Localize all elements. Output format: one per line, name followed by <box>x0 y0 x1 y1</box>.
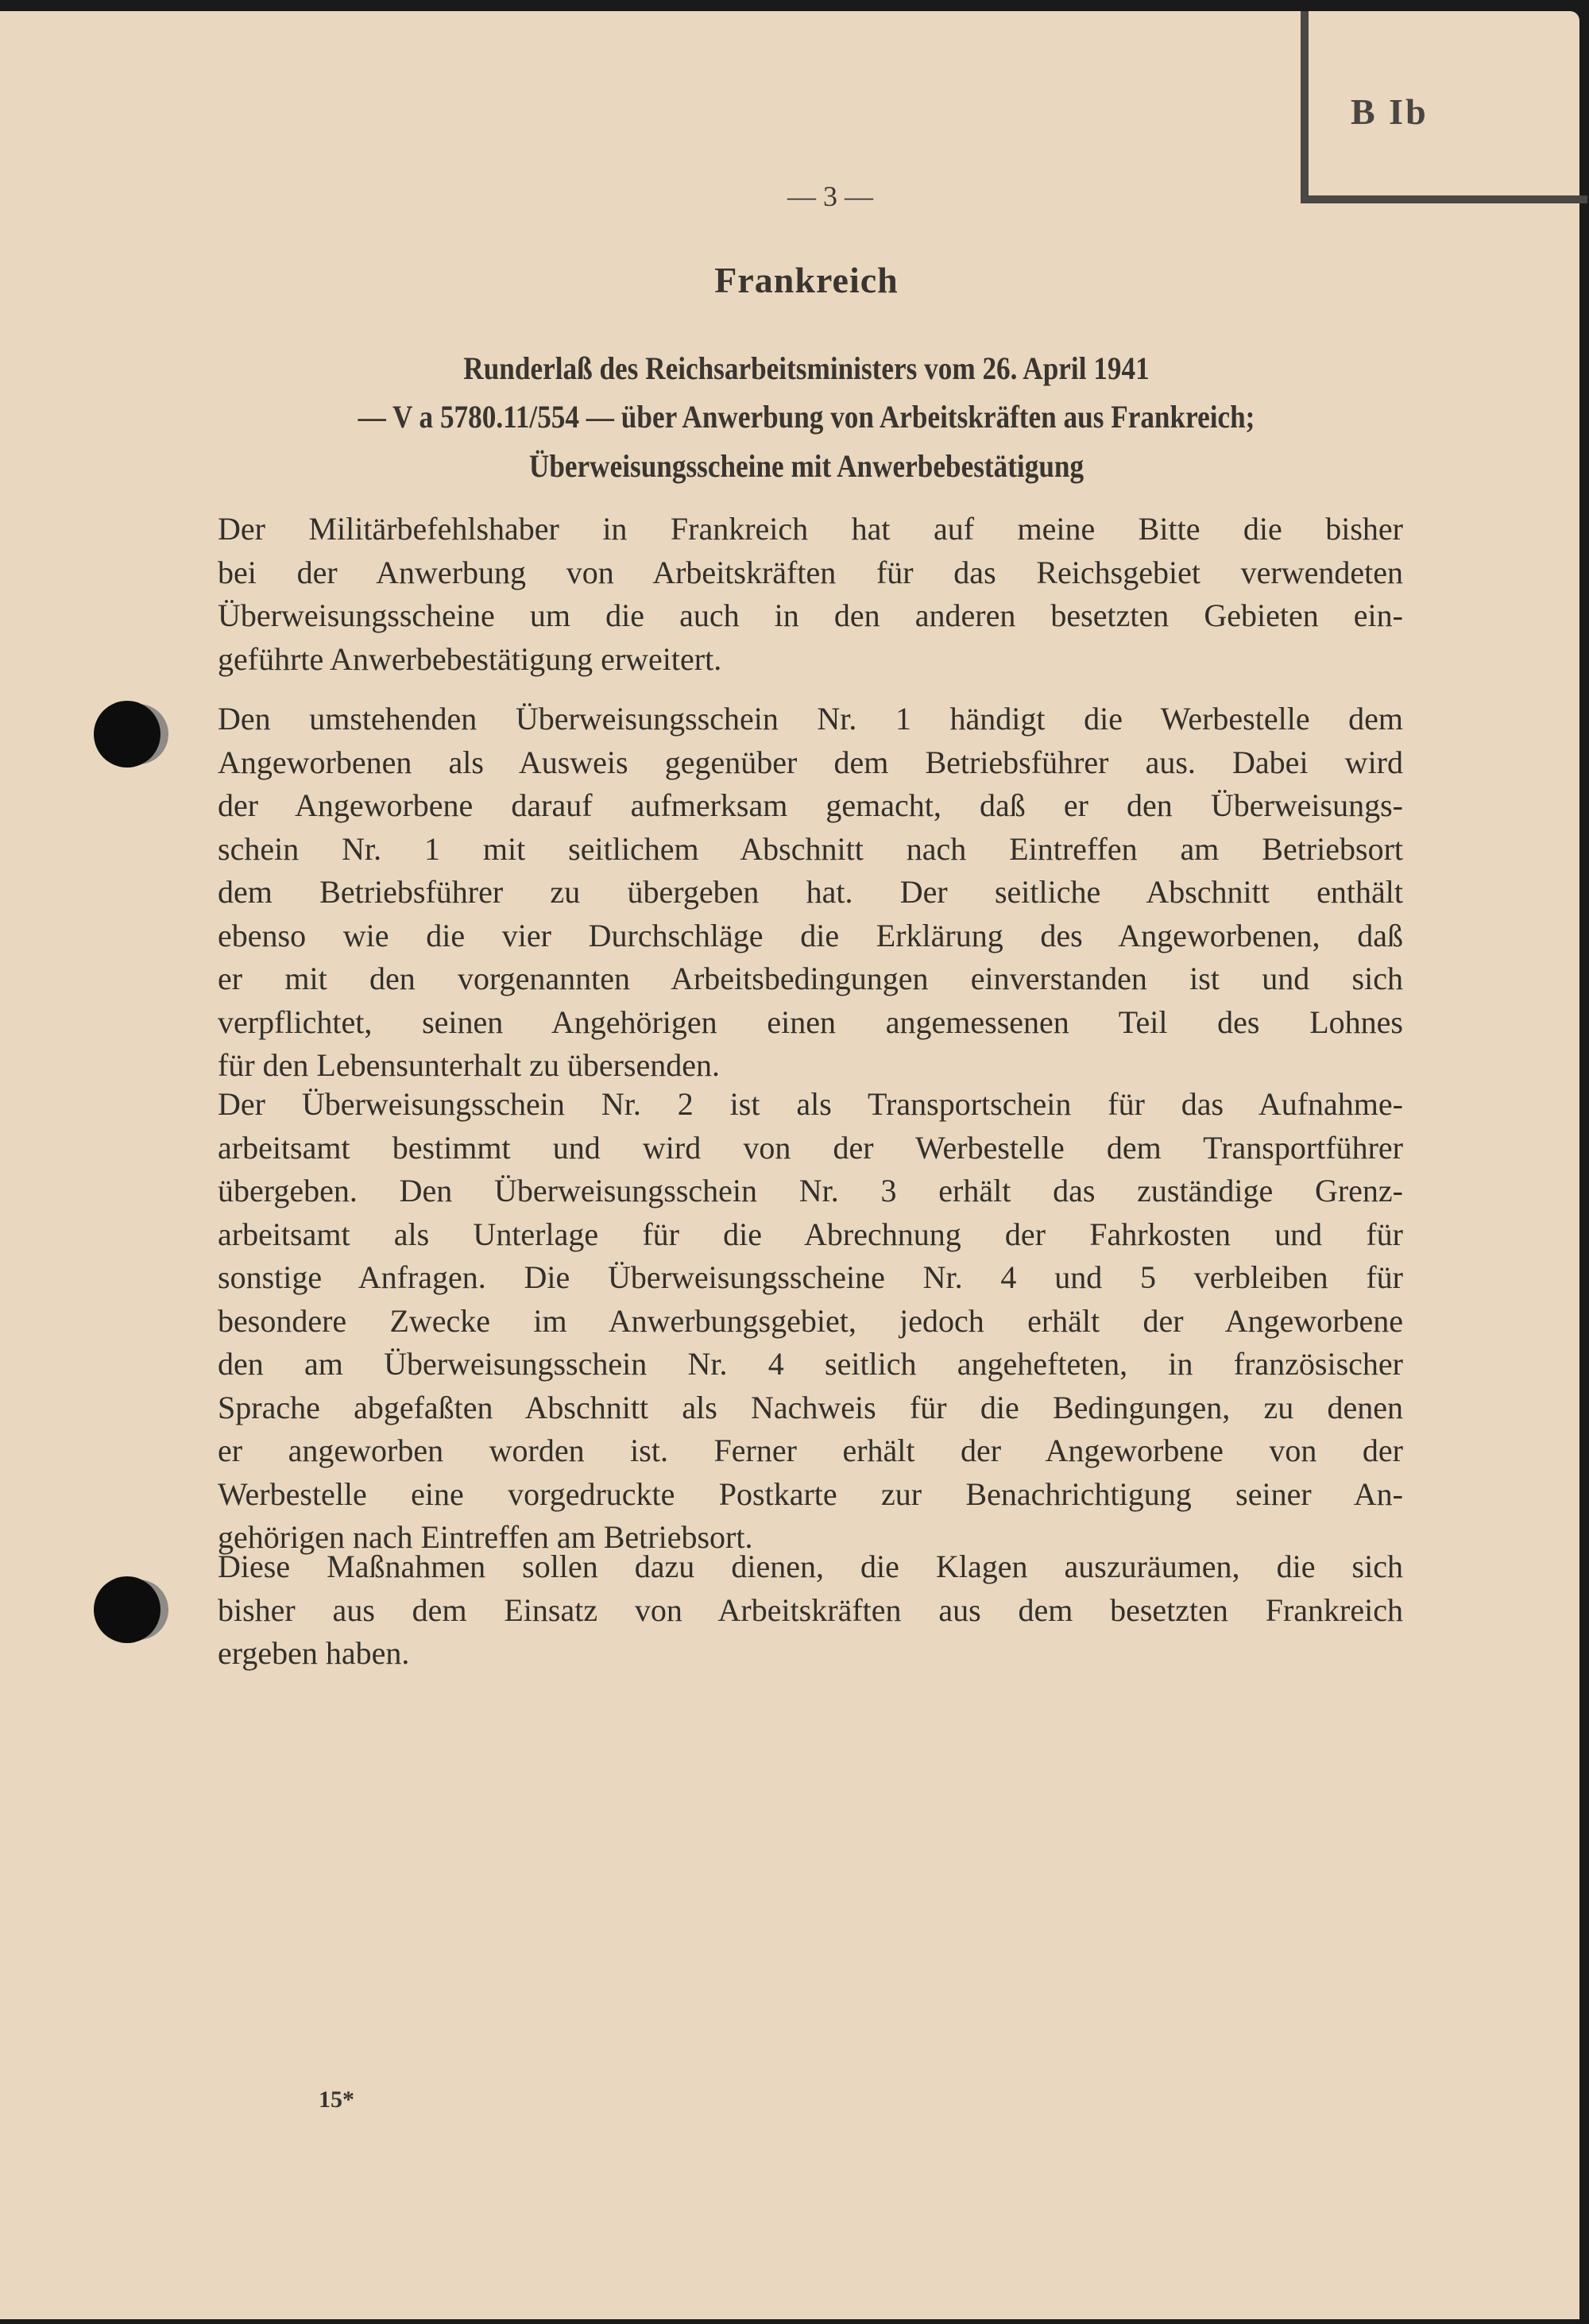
subtitle-line: — V a 5780.11/554 — über Anwerbung von Arbeitskräften aus Frankreich; <box>358 399 1255 435</box>
text-line: sonstige Anfragen. Die Überweisungsscheine Nr. 4 und 5 verbleiben für <box>218 1259 1403 1295</box>
paragraph <box>218 1083 1403 1560</box>
text-line: Sprache abgefaßten Abschnitt als Nachweis für die Bedingungen, zu denen <box>218 1389 1403 1425</box>
text-line: bei der Anwerbung von Arbeitskräften für das Reichsgebiet verwendeten <box>218 554 1403 590</box>
page-number: — 3 — <box>787 180 873 212</box>
text-line: den am Überweisungsschein Nr. 4 seitlich angehefteten, in französischer <box>218 1346 1403 1382</box>
text-line: Angeworbenen als Ausweis gegenüber dem Betriebsführer aus. Dabei wird <box>218 744 1403 780</box>
text-line: schein Nr. 1 mit seitlichem Abschnitt nach Eintreffen am Betriebsort <box>218 830 1403 867</box>
text-line: Werbestelle eine vorgedruckte Postkarte zur Benachrichtigung seiner An- <box>218 1475 1403 1512</box>
subtitle-line: Runderlaß des Reichsarbeitsministers vom 26. April 1941 <box>463 350 1150 386</box>
text-line: er angeworben worden ist. Ferner erhält der Angeworbene von der <box>218 1433 1403 1468</box>
document-page <box>0 11 1579 2319</box>
subtitle-line: Überweisungsscheine mit Anwerbebestätigung <box>528 448 1084 484</box>
paragraph <box>218 1545 1403 1676</box>
text-line: dem Betriebsführer zu übergeben hat. Der seitliche Abschnitt enthält <box>218 874 1403 910</box>
text-line: der Angeworbene darauf aufmerksam gemacht, daß er den Überweisungs- <box>218 787 1403 823</box>
text-line: Den umstehenden Überweisungsschein Nr. 1 händigt die Werbestelle dem <box>218 701 1403 737</box>
text-line: bisher aus dem Einsatz von Arbeitskräften aus dem besetzten Frankreich <box>218 1591 1403 1628</box>
text-line: Diese Maßnahmen sollen dazu dienen, die Klagen auszuräumen, die sich <box>218 1549 1403 1584</box>
text-line: ergeben haben. <box>218 1635 410 1671</box>
text-line: gehörigen nach Eintreffen am Betriebsort. <box>218 1519 753 1555</box>
punch-hole <box>94 701 160 768</box>
paragraph <box>218 508 1403 681</box>
text-line: besondere Zwecke im Anwerbungsgebiet, jedoch erhält der Angeworbene <box>218 1302 1403 1339</box>
text-line: Der Überweisungsschein Nr. 2 ist als Transportschein für das Aufnahme- <box>218 1086 1403 1122</box>
register-tab-box <box>1301 11 1587 203</box>
page-title: Frankreich <box>714 260 899 300</box>
text-line: Überweisungsscheine um die auch in den anderen besetzten Gebieten ein- <box>218 597 1403 633</box>
register-tab-label: B Ib <box>1351 91 1429 132</box>
text-line: arbeitsamt als Unterlage für die Abrechnung der Fahrkosten und für <box>218 1216 1403 1252</box>
signature-mark: 15* <box>319 2086 354 2113</box>
text-line: übergeben. Den Überweisungsschein Nr. 3 erhält das zuständige Grenz- <box>218 1173 1403 1208</box>
text-line: geführte Anwerbebestätigung erweitert. <box>218 640 722 677</box>
text-line: verpflichtet, seinen Angehörigen einen angemessenen Teil des Lohnes <box>218 1003 1403 1040</box>
text-line: er mit den vorgenannten Arbeitsbedingungen einverstanden ist und sich <box>218 961 1403 996</box>
punch-hole <box>94 1576 160 1643</box>
text-line: Der Militärbefehlshaber in Frankreich hat auf meine Bitte die bisher <box>218 511 1403 547</box>
text-line: arbeitsamt bestimmt und wird von der Werbestelle dem Transportführer <box>218 1129 1403 1166</box>
text-line: für den Lebensunterhalt zu übersenden. <box>218 1047 720 1083</box>
text-line: ebenso wie die vier Durchschläge die Erklärung des Angeworbenen, daß <box>218 917 1403 953</box>
paragraph <box>218 698 1403 1088</box>
